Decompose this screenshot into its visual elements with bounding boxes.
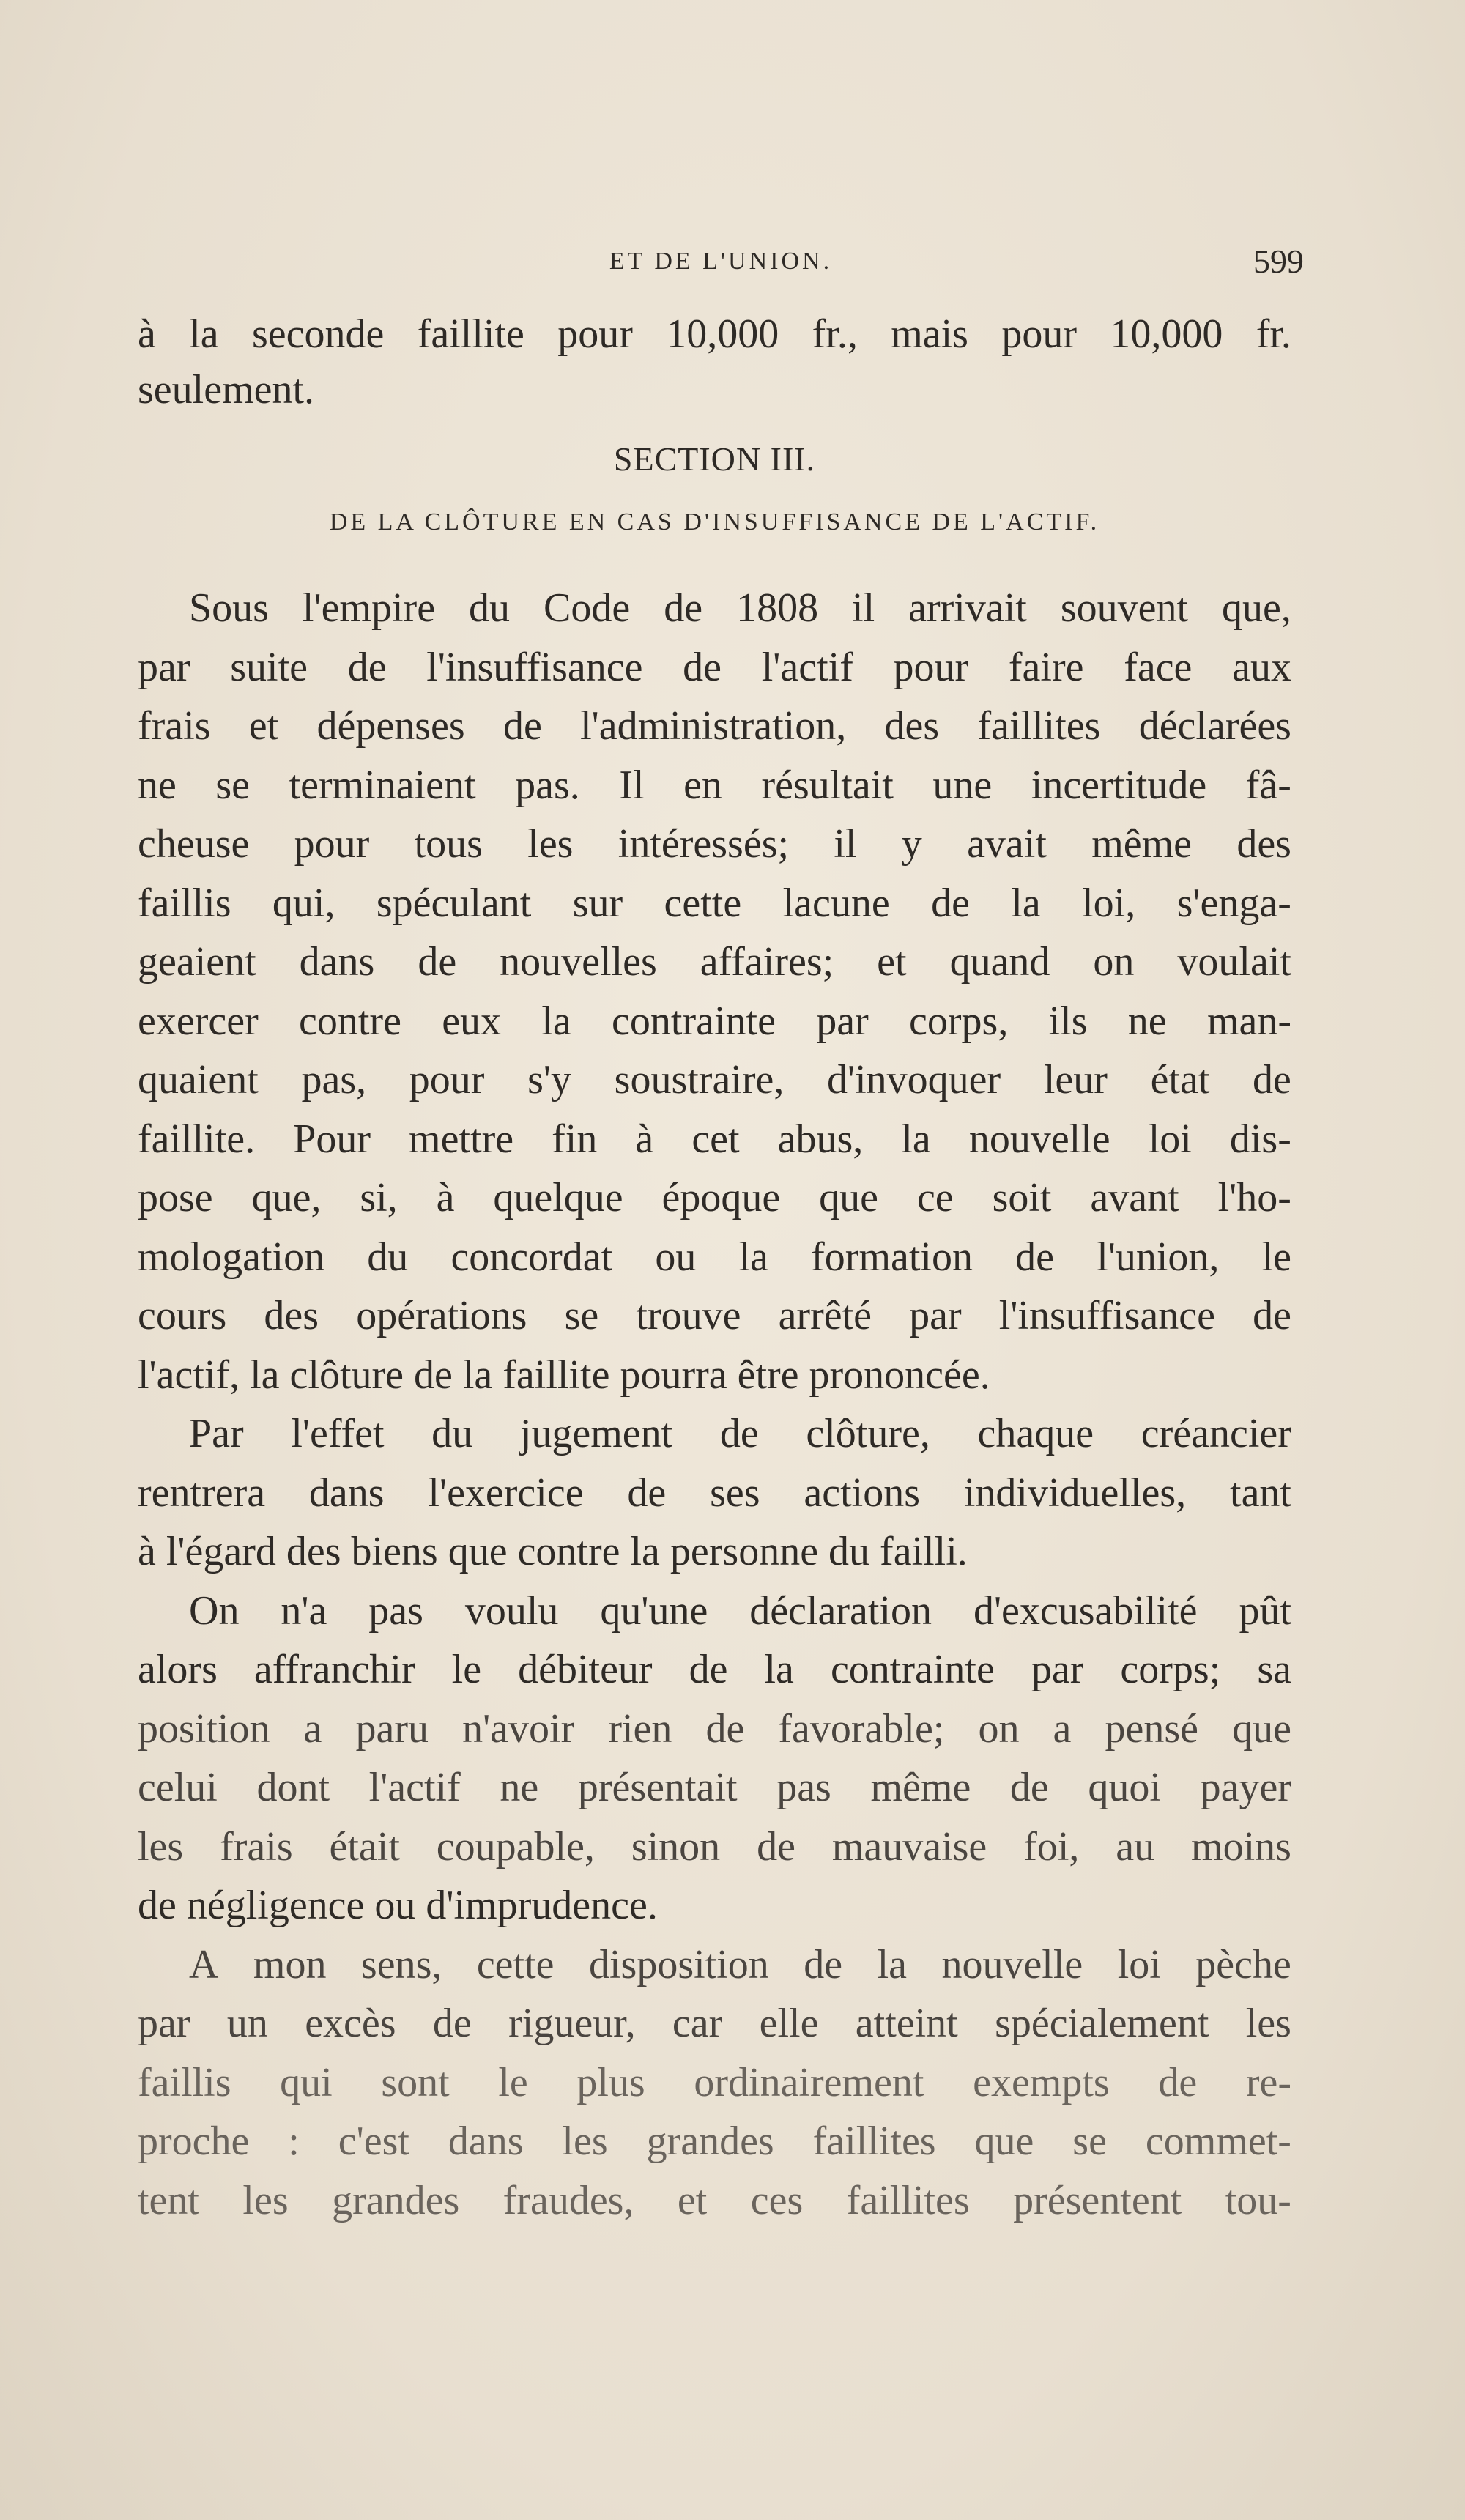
- word: de: [1009, 1765, 1049, 1810]
- word: pas: [776, 1765, 831, 1810]
- word: c'est: [338, 2119, 409, 2164]
- word: loi: [1148, 1116, 1192, 1162]
- word: le: [1261, 1234, 1291, 1280]
- word: mologation: [138, 1234, 325, 1280]
- word: geaient: [138, 939, 256, 985]
- word: grandes: [332, 2177, 460, 2223]
- word: corps;: [1120, 1647, 1221, 1692]
- word: fraudes,: [502, 2177, 634, 2223]
- text-line: seulement.: [138, 367, 315, 412]
- word: car: [672, 2001, 723, 2046]
- word: que,: [251, 1175, 322, 1220]
- word: tou-: [1225, 2177, 1291, 2223]
- word: ne: [1127, 998, 1167, 1044]
- word: voulu: [464, 1587, 559, 1634]
- word: formation: [811, 1234, 973, 1280]
- word: favorable;: [778, 1705, 945, 1752]
- word: par: [909, 1293, 962, 1338]
- word: de: [757, 1823, 795, 1869]
- word: fin: [552, 1116, 598, 1162]
- word: de: [683, 644, 722, 690]
- word: On: [189, 1587, 240, 1634]
- word: opérations: [356, 1293, 527, 1338]
- word: même: [870, 1765, 971, 1810]
- text-line: [138, 306, 1291, 362]
- word: de: [1158, 2059, 1198, 2105]
- word: commet-: [1145, 2119, 1291, 2164]
- word: mettre: [409, 1116, 514, 1162]
- section-heading: SECTION III.: [613, 440, 816, 478]
- word: du: [469, 585, 511, 631]
- word: d'excusabilité: [973, 1587, 1198, 1634]
- word: moins: [1191, 1823, 1291, 1869]
- word: arrivait: [908, 585, 1027, 631]
- word: exercer: [138, 998, 259, 1044]
- word: dis-: [1229, 1116, 1291, 1162]
- word: faillis: [138, 2059, 231, 2105]
- word: se: [564, 1293, 599, 1338]
- word: pour: [294, 821, 370, 867]
- text-line: [138, 874, 1291, 933]
- word: 1808: [736, 585, 819, 631]
- text-line: l'actif, la clôture de la faillite pourra être prononcée.: [138, 1352, 990, 1398]
- word: par: [138, 644, 190, 690]
- word: à: [436, 1175, 455, 1220]
- word: fr.: [1256, 311, 1291, 357]
- word: disposition: [588, 1941, 769, 1987]
- word: le: [451, 1647, 482, 1692]
- word: faire: [1008, 644, 1084, 690]
- word: de: [664, 585, 703, 631]
- word: man-: [1206, 998, 1291, 1044]
- word: faillites: [846, 2177, 970, 2223]
- word: Il: [619, 762, 645, 808]
- word: cheuse: [138, 821, 250, 867]
- word: ce: [916, 1175, 954, 1220]
- word: re-: [1245, 2059, 1291, 2105]
- word: la: [877, 1941, 907, 1987]
- word: dans: [448, 2119, 524, 2164]
- word: contre: [299, 998, 401, 1044]
- word: fr.,: [812, 311, 858, 357]
- word: le: [498, 2059, 528, 2105]
- text-line: [138, 1758, 1291, 1817]
- word: l'union,: [1097, 1234, 1220, 1280]
- text-line: à l'égard des biens que contre la personne du failli.: [138, 1529, 968, 1574]
- word: souvent: [1060, 585, 1189, 631]
- word: voulait: [1177, 939, 1291, 985]
- word: se: [1072, 2119, 1107, 2164]
- word: de: [502, 703, 542, 749]
- word: seconde: [252, 311, 385, 357]
- word: sur: [572, 880, 623, 926]
- text-line: [138, 1110, 1291, 1169]
- word: de: [931, 880, 970, 926]
- word: atteint: [855, 2001, 958, 2046]
- word: les: [527, 821, 574, 867]
- word: du: [367, 1234, 409, 1280]
- word: de: [347, 644, 387, 690]
- word: de: [1015, 1234, 1055, 1280]
- word: l'actif: [761, 644, 853, 690]
- word: sa: [1257, 1647, 1291, 1692]
- word: soit: [992, 1175, 1052, 1220]
- word: alors: [138, 1647, 218, 1692]
- page-number: 599: [1253, 242, 1304, 280]
- word: pour: [893, 644, 969, 690]
- word: l'administration,: [580, 703, 847, 749]
- word: spécialement: [995, 2001, 1209, 2046]
- word: la: [541, 998, 571, 1044]
- word: aux: [1232, 644, 1291, 690]
- word: état: [1150, 1057, 1210, 1102]
- word: par: [138, 2001, 190, 2046]
- word: de: [804, 1941, 843, 1987]
- text-line: [138, 992, 1291, 1051]
- word: 10,000: [666, 311, 779, 357]
- word: face: [1124, 644, 1193, 690]
- text-line: [138, 933, 1291, 992]
- word: pour: [1001, 311, 1077, 357]
- word: ils: [1048, 998, 1088, 1044]
- word: trouve: [636, 1293, 741, 1338]
- word: rigueur,: [508, 2001, 636, 2046]
- word: A: [189, 1941, 219, 1987]
- word: sinon: [631, 1823, 721, 1869]
- word: résultait: [761, 762, 894, 808]
- word: et: [877, 939, 907, 985]
- word: cet: [691, 1116, 740, 1162]
- word: lacune: [782, 880, 890, 926]
- running-title: ET DE L'UNION.: [609, 248, 833, 275]
- text-line: [138, 756, 1291, 815]
- running-head: [138, 242, 1304, 286]
- word: n'a: [281, 1587, 327, 1634]
- word: Sous: [189, 585, 269, 631]
- word: il: [834, 821, 857, 867]
- word: on: [978, 1705, 1020, 1752]
- word: pas.: [515, 762, 580, 808]
- word: en: [683, 762, 722, 808]
- text-line: [138, 2171, 1291, 2231]
- word: pour: [557, 311, 633, 357]
- word: elle: [759, 2001, 819, 2046]
- word: a: [1053, 1705, 1072, 1752]
- word: ne: [500, 1765, 539, 1810]
- word: que: [819, 1175, 879, 1220]
- word: ou: [655, 1234, 697, 1280]
- word: tous: [414, 821, 483, 867]
- word: débiteur: [518, 1647, 653, 1692]
- word: on: [1093, 939, 1135, 985]
- word: même: [1091, 821, 1193, 867]
- text-line: [138, 1994, 1291, 2053]
- word: cette: [664, 880, 742, 926]
- word: nouvelle: [941, 1941, 1083, 1987]
- word: les: [1245, 2001, 1291, 2046]
- word: :: [288, 2119, 300, 2164]
- word: qui: [280, 2059, 333, 2105]
- word: était: [329, 1823, 400, 1869]
- word: terminaient: [289, 762, 476, 808]
- word: paru: [355, 1705, 429, 1752]
- word: pas,: [301, 1057, 367, 1102]
- word: pensé: [1105, 1705, 1198, 1752]
- word: à: [635, 1116, 654, 1162]
- word: un: [226, 2001, 268, 2046]
- word: de: [689, 1647, 728, 1692]
- word: corps,: [909, 998, 1009, 1044]
- text-line: [138, 2112, 1291, 2171]
- word: nouvelles: [500, 939, 657, 985]
- word: l'exercice: [428, 1470, 584, 1516]
- word: arrêté: [778, 1293, 872, 1338]
- word: dans: [299, 939, 375, 985]
- word: mon: [253, 1941, 327, 1987]
- word: quand: [949, 939, 1050, 985]
- word: grandes: [646, 2119, 774, 2164]
- word: déclaration: [749, 1587, 932, 1634]
- text-line: [138, 1582, 1291, 1641]
- word: que: [1232, 1705, 1291, 1752]
- word: la: [764, 1647, 794, 1692]
- text-line: de négligence ou d'imprudence.: [138, 1883, 658, 1928]
- word: mais: [891, 311, 968, 357]
- word: la: [738, 1234, 768, 1280]
- word: contrainte: [612, 998, 776, 1044]
- word: faillites: [977, 703, 1101, 749]
- word: contrainte: [830, 1647, 995, 1692]
- word: jugement: [519, 1411, 673, 1456]
- word: cours: [138, 1293, 227, 1338]
- word: s'enga-: [1176, 880, 1291, 926]
- text-line: [138, 1050, 1291, 1110]
- word: Par: [189, 1411, 244, 1456]
- word: du: [431, 1411, 473, 1456]
- word: d'invoquer: [827, 1057, 1001, 1102]
- text-line: [138, 1228, 1291, 1287]
- word: l'insuffisance: [998, 1293, 1215, 1338]
- word: frais: [220, 1823, 293, 1869]
- word: ses: [710, 1470, 760, 1516]
- word: excès: [305, 2001, 396, 2046]
- word: foi,: [1023, 1823, 1080, 1869]
- word: créancier: [1141, 1411, 1291, 1456]
- word: quelque: [493, 1175, 623, 1220]
- word: au: [1116, 1823, 1155, 1869]
- word: déclarées: [1138, 703, 1291, 749]
- word: quaient: [138, 1057, 259, 1102]
- word: de: [418, 939, 457, 985]
- word: faillites: [812, 2119, 936, 2164]
- word: nouvelle: [968, 1116, 1110, 1162]
- text-line: [138, 1700, 1291, 1759]
- word: faillite.: [138, 1116, 256, 1162]
- word: l'actif: [368, 1765, 461, 1810]
- word: proche: [138, 2119, 250, 2164]
- word: sont: [381, 2059, 450, 2105]
- word: des: [884, 703, 940, 749]
- continuation-text: [138, 306, 1291, 418]
- word: intéressés;: [617, 821, 790, 867]
- word: si,: [360, 1175, 398, 1220]
- word: pèche: [1195, 1941, 1291, 1987]
- word: se: [215, 762, 251, 808]
- word: pût: [1239, 1587, 1291, 1634]
- word: de: [705, 1705, 745, 1752]
- word: position: [138, 1705, 270, 1752]
- word: frais: [138, 703, 211, 749]
- word: l'empire: [302, 585, 436, 631]
- word: affaires;: [700, 939, 834, 985]
- word: avant: [1090, 1175, 1179, 1220]
- word: dont: [256, 1765, 330, 1810]
- word: faillite: [417, 311, 524, 357]
- word: pas: [368, 1587, 423, 1634]
- word: les: [138, 1823, 184, 1869]
- text-line: [138, 1640, 1291, 1700]
- text-line: [138, 697, 1291, 756]
- word: pose: [138, 1175, 213, 1220]
- word: concordat: [450, 1234, 613, 1280]
- text-line: [138, 1286, 1291, 1346]
- word: des: [264, 1293, 319, 1338]
- word: ces: [750, 2177, 804, 2223]
- word: par: [1031, 1647, 1084, 1692]
- word: l'ho-: [1217, 1175, 1291, 1220]
- text-line: [138, 1404, 1291, 1464]
- word: pour: [409, 1057, 485, 1102]
- word: a: [303, 1705, 322, 1752]
- word: affranchir: [253, 1647, 415, 1692]
- word: présentait: [577, 1765, 738, 1810]
- word: Code: [544, 585, 631, 631]
- word: chaque: [977, 1411, 1094, 1456]
- word: de: [627, 1470, 667, 1516]
- word: tent: [138, 2177, 199, 2223]
- word: s'y: [527, 1057, 571, 1102]
- word: présentent: [1013, 2177, 1182, 2223]
- text-line: [138, 815, 1291, 874]
- word: il: [852, 585, 875, 631]
- word: loi: [1117, 1941, 1161, 1987]
- text-line: [138, 1168, 1291, 1228]
- word: qu'une: [600, 1587, 708, 1634]
- word: par: [816, 998, 869, 1044]
- word: abus,: [777, 1116, 864, 1162]
- word: ne: [138, 762, 177, 808]
- word: cette: [476, 1941, 555, 1987]
- text-line: [138, 1817, 1291, 1877]
- word: mauvaise: [831, 1823, 987, 1869]
- word: dépenses: [316, 703, 465, 749]
- word: la: [901, 1116, 931, 1162]
- word: qui,: [272, 880, 335, 926]
- text-line: [138, 579, 1291, 638]
- word: rien: [608, 1705, 672, 1752]
- word: exempts: [973, 2059, 1110, 2105]
- word: actions: [804, 1470, 921, 1516]
- word: les: [242, 2177, 289, 2223]
- word: n'avoir: [462, 1705, 575, 1752]
- word: individuelles,: [963, 1470, 1187, 1516]
- word: et: [248, 703, 279, 749]
- word: la: [1011, 880, 1041, 926]
- word: Pour: [293, 1116, 371, 1162]
- word: et: [677, 2177, 708, 2223]
- word: y: [901, 821, 922, 867]
- word: dans: [308, 1470, 385, 1516]
- text-line: [138, 2053, 1291, 2113]
- word: spéculant: [376, 880, 532, 926]
- word: tant: [1230, 1470, 1291, 1516]
- word: que,: [1222, 585, 1291, 631]
- word: une: [932, 762, 993, 808]
- word: incertitude: [1031, 762, 1207, 808]
- word: leur: [1043, 1057, 1108, 1102]
- body-text: [138, 579, 1291, 2230]
- word: ordinairement: [694, 2059, 924, 2105]
- word: eux: [442, 998, 502, 1044]
- word: quoi: [1088, 1765, 1161, 1810]
- word: de: [719, 1411, 759, 1456]
- text-line: [138, 638, 1291, 697]
- word: clôture,: [806, 1411, 930, 1456]
- word: soustraire,: [614, 1057, 785, 1102]
- word: que: [974, 2119, 1034, 2164]
- text-line: [138, 1464, 1291, 1523]
- word: 10,000: [1110, 311, 1223, 357]
- word: celui: [138, 1765, 218, 1810]
- word: suite: [230, 644, 308, 690]
- word: rentrera: [138, 1470, 266, 1516]
- word: faillis: [138, 880, 231, 926]
- word: l'insuffisance: [426, 644, 643, 690]
- word: à: [138, 311, 156, 357]
- word: coupable,: [436, 1823, 595, 1869]
- word: de: [1253, 1293, 1291, 1338]
- word: avait: [967, 821, 1047, 867]
- word: l'effet: [291, 1411, 385, 1456]
- word: époque: [661, 1175, 781, 1220]
- word: de: [1253, 1057, 1291, 1102]
- word: les: [562, 2119, 608, 2164]
- word: de: [432, 2001, 472, 2046]
- word: des: [1236, 821, 1291, 867]
- word: payer: [1200, 1765, 1291, 1810]
- word: plus: [576, 2059, 645, 2105]
- word: fâ-: [1245, 762, 1291, 808]
- section-subtitle: DE LA CLÔTURE EN CAS D'INSUFFISANCE DE L'ACTIF.: [329, 508, 1100, 536]
- word: loi,: [1082, 880, 1136, 926]
- word: sens,: [360, 1941, 442, 1987]
- text-line: [138, 1935, 1291, 1995]
- word: la: [189, 311, 219, 357]
